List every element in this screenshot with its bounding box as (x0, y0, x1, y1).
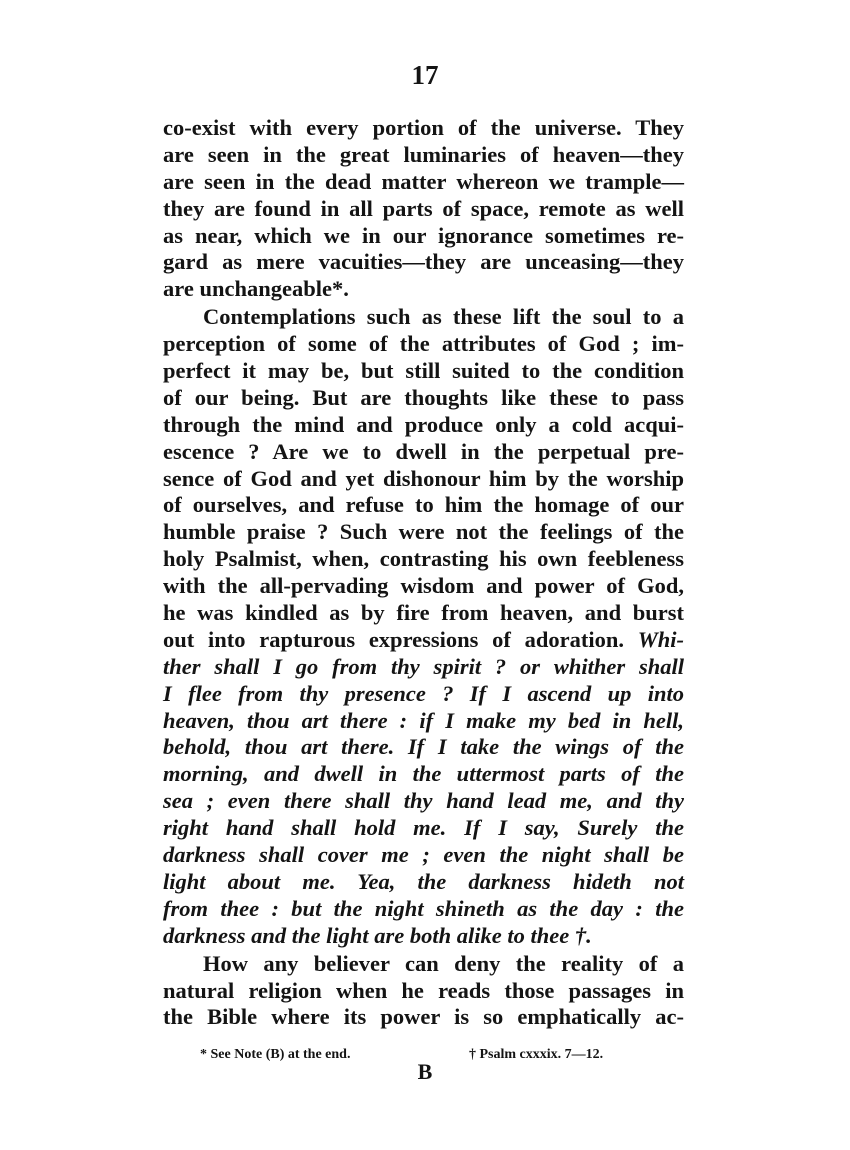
text-line: as near, which we in our ignorance sometimes re- (163, 222, 684, 248)
text-line: perception of some of the attributes of God ; im- (163, 331, 684, 357)
text-line: the Bible where its power is so emphatically ac- (163, 1004, 684, 1030)
text-line-roman: out into rapturous expressions of adoration. (163, 626, 625, 652)
text-line (163, 627, 684, 654)
page-number: 17 (411, 60, 439, 90)
footnote-psalm: † Psalm cxxxix. 7—12. (469, 1047, 604, 1062)
text-line: morning, and dwell in the uttermost parts of the (163, 761, 684, 787)
text-line: of ourselves, and refuse to him the homage of our (163, 492, 684, 518)
text-line: from thee : but the night shineth as the day : the (163, 895, 684, 921)
text-line: co-exist with every portion of the universe. They (163, 115, 684, 140)
text-line: are seen in the great luminaries of heaven—they (163, 141, 684, 167)
text-line: sence of God and yet dishonour him by the worship (163, 465, 684, 491)
text-line: behold, thou art there. If I take the wings of the (163, 734, 684, 760)
text-line: heaven, thou art there : if I make my bed in hell, (163, 707, 684, 733)
text-line: are unchangeable*. (163, 276, 349, 302)
text-line: natural religion when he reads those passages in (163, 977, 684, 1003)
text-line: of our being. But are thoughts like these to pass (163, 384, 684, 410)
body-text (163, 115, 684, 1031)
text-line: darkness shall cover me ; even the night shall be (163, 842, 684, 868)
text-line: with the all-pervading wisdom and power of God, (163, 573, 684, 599)
text-line: escence ? Are we to dwell in the perpetual pre- (163, 438, 684, 464)
signature-mark: B (417, 1059, 433, 1084)
text-line-italic: Whi- (637, 626, 685, 652)
text-line: light about me. Yea, the darkness hideth not (163, 868, 684, 894)
text-line: holy Psalmist, when, contrasting his own feebleness (163, 546, 684, 572)
text-line: gard as mere vacuities—they are unceasing—they (163, 249, 684, 275)
text-line: How any believer can deny the reality of a (203, 950, 684, 976)
text-line: they are found in all parts of space, remote as well (163, 195, 684, 221)
text-line: sea ; even there shall thy hand lead me, and thy (163, 788, 684, 814)
text-line: he was kindled as by fire from heaven, and burst (163, 600, 684, 626)
text-line: humble praise ? Such were not the feelings of the (163, 519, 684, 545)
text-line: ther shall I go from thy spirit ? or whither shall (163, 653, 684, 679)
footnote-note-b: * See Note (B) at the end. (200, 1047, 351, 1062)
text-line: I flee from thy presence ? If I ascend up into (163, 680, 684, 706)
text-line: are seen in the dead matter whereon we trample— (163, 168, 684, 194)
text-line: darkness and the light are both alike to thee †. (163, 922, 592, 948)
text-line: Contemplations such as these lift the soul to a (203, 304, 684, 330)
text-line: through the mind and produce only a cold acqui- (163, 411, 684, 437)
text-line: right hand shall hold me. If I say, Surely the (163, 815, 684, 841)
text-line: perfect it may be, but still suited to the condition (163, 358, 684, 384)
